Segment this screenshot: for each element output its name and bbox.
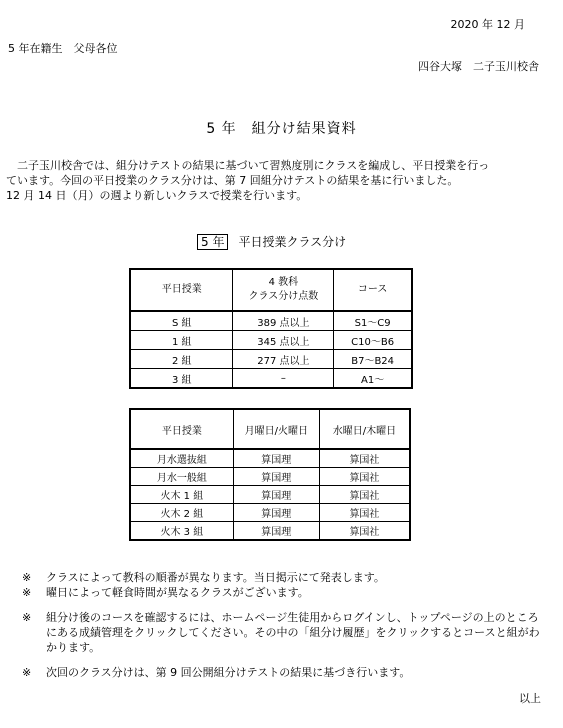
weekday-subject-table [129,408,411,541]
cell-score: 345 点以上 [233,331,334,350]
class-score-table [129,268,413,389]
intro-line-3: 12 月 14 日（月）の週より新しいクラスで授業を行います。 [6,189,308,202]
cell-class: 1 組 [130,331,233,350]
cell-class: 火木 3 組 [130,522,233,541]
cell-wed-thu: 算国社 [319,449,410,468]
cell-class: 火木 2 組 [130,504,233,522]
recipient-line: 5 年在籍生 父母各位 [8,42,118,55]
table-row [130,350,412,369]
table-header-row [130,269,412,311]
note-mark: ※ [22,571,32,584]
cell-course: A1〜 [334,369,412,389]
cell-wed-thu: 算国社 [319,504,410,522]
note-mark: ※ [22,666,32,679]
intro-line-1: 二子玉川校舎では、組分けテストの結果に基づいて習熟度別にクラスを編成し、平日授業を行っ [6,159,490,172]
table-row [130,331,412,350]
cell-wed-thu: 算国社 [319,486,410,504]
note-item [22,570,542,585]
cell-wed-thu: 算国社 [319,522,410,541]
subtitle-text: 平日授業クラス分け [238,235,347,249]
cell-course: S1〜C9 [334,311,412,331]
cell-class: 3 組 [130,369,233,389]
note-text: 次回のクラス分けは、第 9 回公開組分けテストの結果に基づき行います。 [46,666,411,679]
header-cell-wed-thu: 水曜日/木曜日 [319,409,410,449]
cell-score: 277 点以上 [233,350,334,369]
table-row [130,486,410,504]
cell-score: – [233,369,334,389]
cell-class: 2 組 [130,350,233,369]
note-item [22,585,542,600]
cell-mon-tue: 算国理 [233,504,319,522]
table-row [130,369,412,389]
cell-course: B7〜B24 [334,350,412,369]
table-row [130,522,410,541]
note-mark: ※ [22,586,32,599]
cell-class: 月水選抜組 [130,449,233,468]
sender-line: 四谷大塚 二子玉川校舎 [418,60,539,73]
note-item [22,665,542,680]
intro-line-2: ています。今回の平日授業のクラス分けは、第 7 回組分けテストの結果を基に行いました。 [6,174,459,187]
cell-score: 389 点以上 [233,311,334,331]
document-date: 2020 年 12 月 [450,18,525,31]
note-text: クラスによって教科の順番が異なります。当日掲示にて発表します。 [46,571,385,584]
cell-wed-thu: 算国社 [319,468,410,486]
header-score-line-2: クラス分け点数 [248,291,319,302]
cell-mon-tue: 算国理 [233,486,319,504]
note-item [22,610,542,655]
header-cell-class: 平日授業 [130,269,233,311]
table-header-row [130,409,410,449]
closing-text: 以上 [519,692,541,705]
section-subtitle [197,233,346,250]
cell-mon-tue: 算国理 [233,468,319,486]
table-row [130,311,412,331]
header-cell-mon-tue: 月曜日/火曜日 [233,409,319,449]
note-text: 曜日によって軽食時間が異なるクラスがございます。 [46,586,309,599]
cell-class: 火木 1 組 [130,486,233,504]
header-cell-course: コース [334,269,412,311]
cell-class: S 組 [130,311,233,331]
cell-mon-tue: 算国理 [233,522,319,541]
table-row [130,449,410,468]
note-mark: ※ [22,611,32,624]
cell-mon-tue: 算国理 [233,449,319,468]
table-row [130,504,410,522]
header-cell-score [233,269,334,311]
note-text: 組分け後のコースを確認するには、ホームページ生徒用からログインし、トップページの上のところにある成績管理をクリックしてください。その中の「組分け履歴」をクリックするとコースと組がわかります。 [46,611,540,654]
notes-section [22,570,542,680]
subtitle-grade-box: 5 年 [197,234,228,250]
table-row [130,468,410,486]
cell-course: C10〜B6 [334,331,412,350]
header-cell-class: 平日授業 [130,409,233,449]
document-title: 5 年 組分け結果資料 [206,121,357,137]
header-score-line-1: 4 教科 [268,277,299,288]
intro-paragraph [6,158,526,203]
cell-class: 月水一般組 [130,468,233,486]
